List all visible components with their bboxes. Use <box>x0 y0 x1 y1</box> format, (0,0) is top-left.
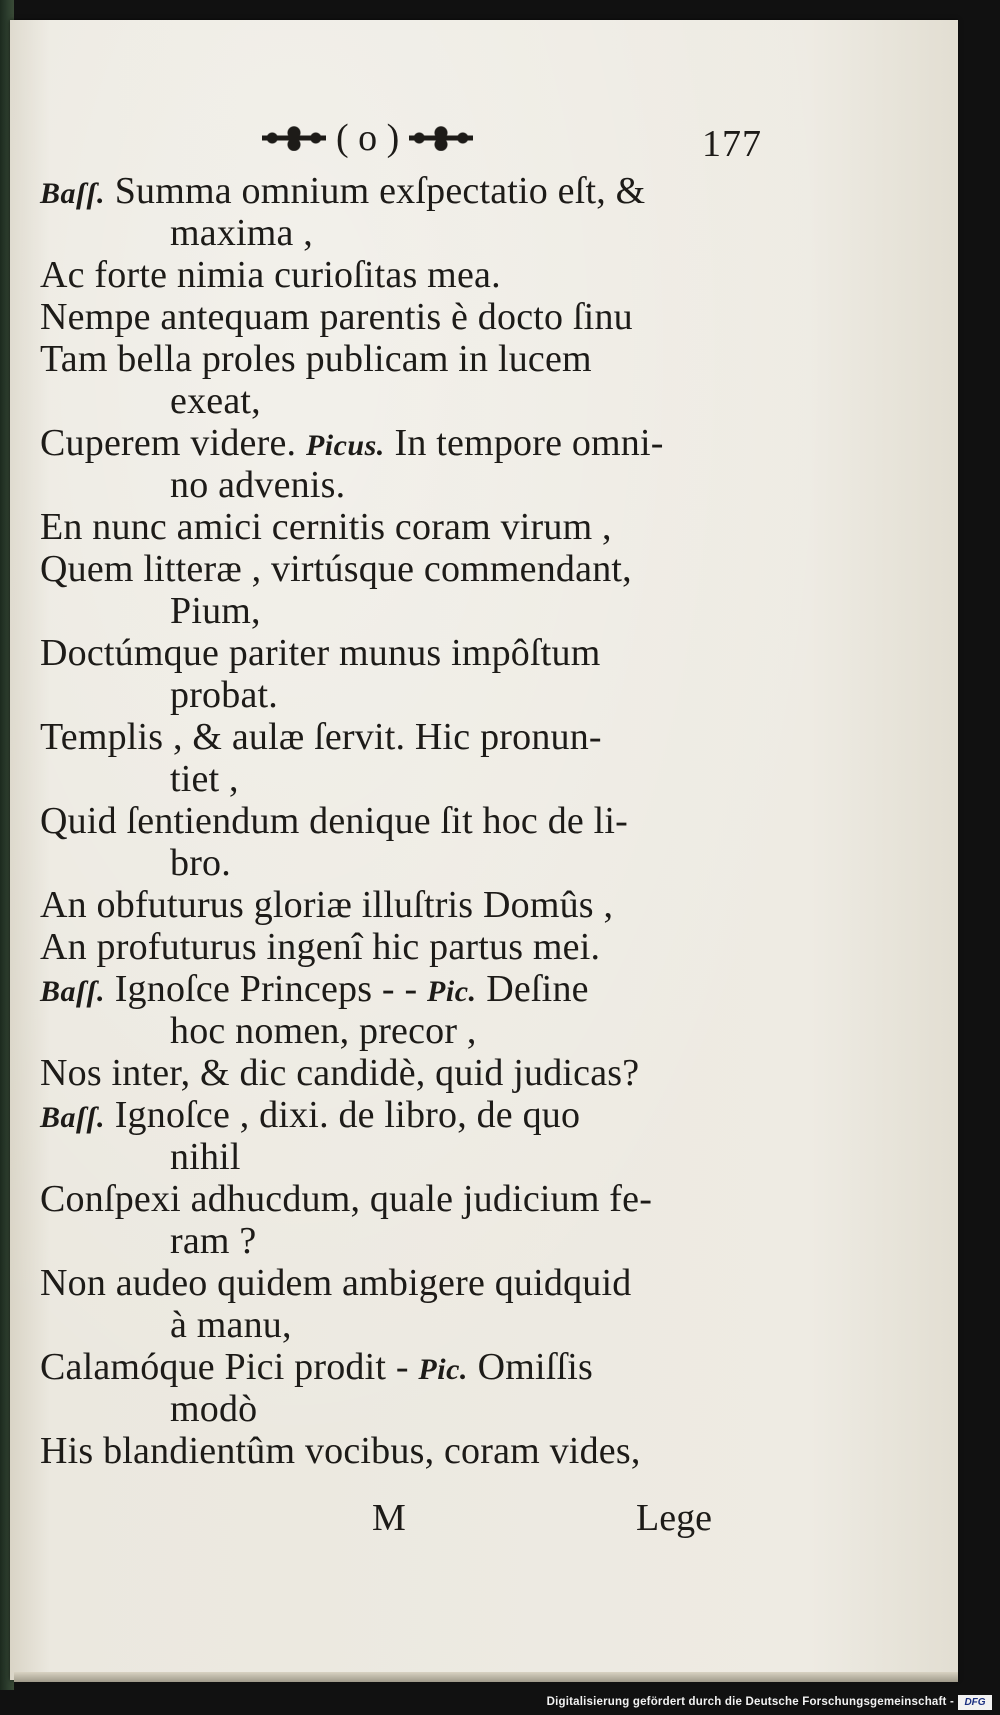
text-line <box>40 212 760 254</box>
speaker-label: Picus. <box>305 429 385 462</box>
line-text: Cuperem videre. <box>40 422 306 464</box>
speaker-label: Baſſ. <box>40 177 105 210</box>
text-line <box>40 506 760 548</box>
line-text: exeat, <box>170 380 261 422</box>
line-text: Nempe antequam parentis è docto ſinu <box>40 296 633 338</box>
line-text: Doctúmque pariter munus impôſtum <box>40 632 601 674</box>
text-line <box>40 296 760 338</box>
line-text: An profuturus ingenî hic partus mei. <box>40 926 601 968</box>
line-text: Calamóque Pici prodit - <box>40 1346 419 1388</box>
line-text: Ignoſce Princeps - - <box>114 968 428 1010</box>
page-bottom-edge <box>14 1672 958 1682</box>
text-line <box>40 1178 760 1220</box>
line-text: ram ? <box>170 1220 257 1262</box>
text-line <box>40 716 760 758</box>
line-text: Ignoſce , dixi. de libro, de quo <box>114 1094 581 1136</box>
digitization-footer <box>0 1690 1000 1715</box>
text-line <box>40 632 760 674</box>
line-text: Nos inter, & dic candidè, quid judicas? <box>40 1052 640 1094</box>
line-text: maxima , <box>170 212 314 254</box>
line-text: tiet , <box>170 758 239 800</box>
right-fleuron-ornament-icon <box>409 125 473 151</box>
line-text: Quem litteræ , virtúsque commendant, <box>40 548 632 590</box>
text-line <box>40 968 760 1010</box>
line-text: nihil <box>170 1136 241 1178</box>
line-text: In tempore omni- <box>394 422 664 464</box>
text-line <box>40 422 760 464</box>
text-line <box>40 590 760 632</box>
text-line <box>40 842 760 884</box>
line-text: à manu, <box>170 1304 292 1346</box>
text-line <box>40 254 760 296</box>
line-text: modò <box>170 1388 258 1430</box>
text-line <box>40 1304 760 1346</box>
line-text: no advenis. <box>170 464 346 506</box>
line-text: bro. <box>170 842 231 884</box>
book-page <box>10 20 958 1680</box>
text-line <box>40 926 760 968</box>
speaker-label: Baſſ. <box>40 1101 105 1134</box>
running-head-text: ( o ) <box>336 117 400 159</box>
running-head <box>262 118 473 158</box>
signature-mark: M <box>372 1497 406 1539</box>
line-text: Tam bella proles publicam in lucem <box>40 338 592 380</box>
line-text: Conſpexi adhucdum, quale judicium fe- <box>40 1178 653 1220</box>
line-text: His blandientûm vocibus, coram vides, <box>40 1430 641 1472</box>
text-line <box>40 800 760 842</box>
text-line <box>40 884 760 926</box>
line-text: hoc nomen, precor , <box>170 1010 477 1052</box>
text-line <box>40 758 760 800</box>
verse-text <box>40 170 760 1472</box>
line-text: Templis , & aulæ ſervit. Hic pronun- <box>40 716 602 758</box>
funding-notice: Digitalisierung gefördert durch die Deutsche Forschungsgemeinschaft - <box>546 1696 954 1708</box>
catchword: Lege <box>636 1497 712 1539</box>
text-line <box>40 464 760 506</box>
catchwords <box>372 1496 712 1540</box>
line-text: Pium, <box>170 590 261 632</box>
line-text: Summa omnium exſpectatio eſt, & <box>114 170 646 212</box>
speaker-label: Pic. <box>427 975 477 1008</box>
line-text: En nunc amici cernitis coram virum , <box>40 506 612 548</box>
text-line <box>40 1388 760 1430</box>
text-line <box>40 674 760 716</box>
line-text: Omiſſis <box>477 1346 594 1388</box>
text-line <box>40 1220 760 1262</box>
text-line <box>40 338 760 380</box>
text-line <box>40 1136 760 1178</box>
text-line <box>40 380 760 422</box>
line-text: Non audeo quidem ambigere quidquid <box>40 1262 632 1304</box>
text-line <box>40 1346 760 1388</box>
line-text: Deſine <box>486 968 589 1010</box>
text-line <box>40 548 760 590</box>
speaker-label: Baſſ. <box>40 975 105 1008</box>
text-line <box>40 1262 760 1304</box>
left-fleuron-ornament-icon <box>262 125 326 151</box>
line-text: probat. <box>170 674 278 716</box>
line-text: An obfuturus gloriæ illuſtris Domûs , <box>40 884 614 926</box>
page-number: 177 <box>702 123 762 165</box>
text-line <box>40 170 760 212</box>
speaker-label: Pic. <box>418 1353 468 1386</box>
text-line <box>40 1094 760 1136</box>
dfg-logo-icon: DFG <box>958 1695 992 1710</box>
text-line <box>40 1052 760 1094</box>
text-line <box>40 1430 760 1472</box>
line-text: Ac forte nimia curioſitas mea. <box>40 254 501 296</box>
line-text: Quid ſentiendum denique ſit hoc de li- <box>40 800 629 842</box>
text-line <box>40 1010 760 1052</box>
